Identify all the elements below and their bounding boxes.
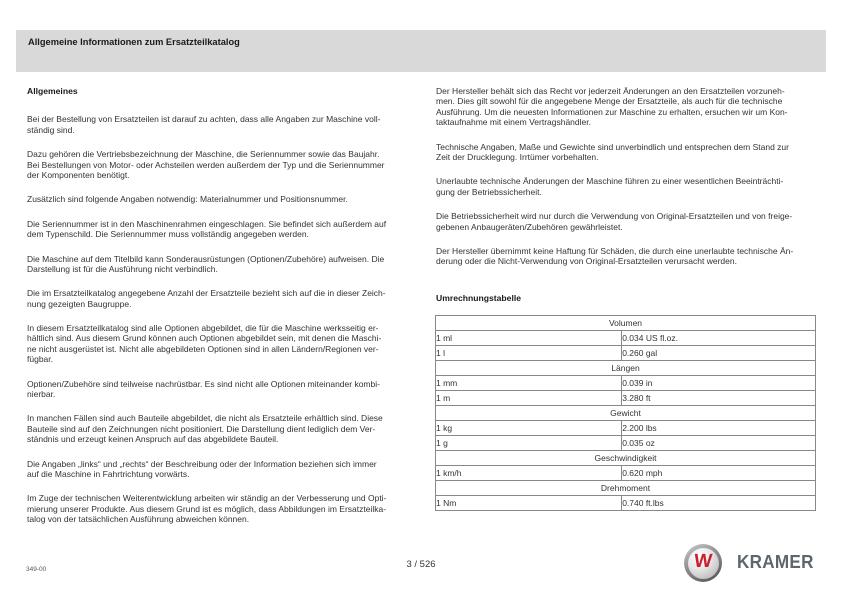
text-line: taktaufnahme mit einem Vertragshändler. (436, 117, 591, 128)
table-row (436, 421, 816, 436)
paragraph (27, 149, 417, 180)
text-line: ständnis und erzeugt keinen Anspruch auf das abgebildete Bauteil. (27, 434, 279, 445)
table-row (436, 346, 816, 361)
text-line: dem Typenschild. Die Seriennummer muss vollständig angegeben werden. (27, 229, 309, 240)
document-code: 349-00 (26, 566, 47, 573)
table-section-header: Volumen (436, 316, 816, 331)
paragraph (27, 493, 417, 524)
metric-value-cell: 1 l (436, 346, 622, 361)
imperial-value-cell: 3.280 ft (622, 391, 816, 406)
text-line: auf die Maschine in Fahrtrichtung vorwärts. (27, 469, 190, 479)
table-section-row (436, 481, 816, 496)
text-line: Unerlaubte technische Änderungen der Maschine führen zu einer wesentlichen Beeinträchti- (436, 176, 784, 187)
table-row (436, 466, 816, 481)
metric-value-cell: 1 ml (436, 331, 622, 346)
imperial-value-cell: 2.200 lbs (622, 421, 816, 436)
table-section-row (436, 406, 816, 421)
table-row (436, 496, 816, 511)
text-line: Zeit der Drucklegung. Irrtümer vorbehalten. (436, 151, 599, 162)
text-line: ständig sind. (27, 124, 75, 135)
imperial-value-cell: 0.034 US fl.oz. (622, 331, 816, 346)
section-heading-allgemeines: Allgemeines (27, 86, 78, 96)
conversion-table (435, 315, 816, 511)
text-line: fügbar. (27, 354, 53, 365)
text-line: In manchen Fällen sind auch Bauteile abgebildet, die nicht als Ersatzteile erhältlich sind. Diese (27, 413, 383, 424)
text-line: mierung unserer Produkte. Aus diesem Grund ist es möglich, dass Abbildungen im Ersatzteilka- (27, 503, 387, 514)
left-paragraphs (27, 114, 417, 524)
text-line: Die Angaben „links“ und „rechts“ der Beschreibung oder der Information beziehen sich immer (27, 458, 377, 469)
text-line: Die Maschine auf dem Titelbild kann Sonderausrüstungen (Optionen/Zubehöre) aufweisen. Die (27, 253, 385, 264)
kramer-brand-text: KRAMER (737, 552, 814, 572)
table-section-header: Gewicht (436, 406, 816, 421)
text-line: Im Zuge der technischen Weiterentwicklung arbeiten wir ständig an der Verbesserung und Opti- (27, 493, 387, 504)
imperial-value-cell: 0.740 ft.lbs (622, 496, 816, 511)
text-line: ne nicht ausgerüstet ist. Nicht alle abgebildeten Optionen sind in allen Ländern/Regionen ver- (27, 343, 379, 354)
metric-value-cell: 1 mm (436, 376, 622, 391)
table-section-row (436, 361, 816, 376)
page-number: 3 / 526 (406, 559, 436, 570)
metric-value-cell: 1 km/h (436, 466, 622, 481)
table-row (436, 331, 816, 346)
text-line: In diesem Ersatzteilkatalog sind alle Optionen abgebildet, die für die Maschine werksseitig er- (27, 323, 379, 334)
paragraph (27, 323, 417, 365)
imperial-value-cell: 0.035 oz (622, 436, 816, 451)
table-section-row (436, 451, 816, 466)
text-line: talog von der tatsächlichen Ausführung abweichen können. (27, 514, 250, 525)
text-line: Der Hersteller behält sich das Recht vor jederzeit Änderungen an den Ersatzteilen vorzuneh- (436, 86, 785, 96)
metric-value-cell: 1 g (436, 436, 622, 451)
left-column (27, 86, 417, 539)
metric-value-cell: 1 kg (436, 421, 622, 436)
paragraph (27, 413, 417, 444)
right-paragraphs (436, 86, 820, 267)
brand-logo (684, 544, 824, 584)
paragraph (27, 114, 417, 135)
imperial-value-cell: 0.620 mph (622, 466, 816, 481)
paragraph (436, 176, 820, 197)
text-line: gung der Betriebssicherheit. (436, 186, 542, 197)
text-line: Technische Angaben, Maße und Gewichte sind unverbindlich und entsprechen dem Stand zur (436, 141, 789, 152)
text-line: Optionen/Zubehöre sind teilweise nachrüstbar. Es sind nicht alle Optionen miteinander kombi- (27, 378, 380, 389)
wacker-neuson-w-icon (684, 544, 722, 582)
imperial-value-cell: 0.260 gal (622, 346, 816, 361)
table-row (436, 391, 816, 406)
paragraph (27, 254, 417, 275)
page-header-bar (16, 30, 826, 72)
text-line: der Komponenten benötigt. (27, 169, 130, 180)
text-line: Die im Ersatzteilkatalog angegebene Anzahl der Ersatzteile bezieht sich auf die in dieser Zeich- (27, 288, 386, 299)
text-line: Die Seriennummer ist in den Maschinenrahmen eingeschlagen. Sie befindet sich außerdem auf (27, 218, 387, 229)
page-title: Allgemeine Informationen zum Ersatzteilkatalog (28, 37, 240, 47)
paragraph (27, 379, 417, 400)
metric-value-cell: 1 m (436, 391, 622, 406)
table-section-header: Drehmoment (436, 481, 816, 496)
conversion-table-heading: Umrechnungstabelle (436, 292, 522, 303)
table-section-row (436, 316, 816, 331)
right-column (436, 86, 820, 511)
text-line: Die Betriebssicherheit wird nur durch die Verwendung von Original-Ersatzteilen und von freige- (436, 211, 793, 222)
paragraph (436, 142, 820, 163)
paragraph (436, 211, 820, 232)
text-line: Bei Bestellungen von Motor- oder Achsteilen werden außerdem der Typ und die Seriennummer (27, 159, 385, 170)
paragraph (27, 459, 417, 480)
text-line: nierbar. (27, 389, 56, 400)
text-line: hältlich sind. Aus diesem Grund können auch Optionen abgebildet sein, mit denen die Maschi- (27, 333, 382, 344)
table-row (436, 376, 816, 391)
paragraph (27, 194, 417, 204)
text-line: Bauteile sind auf den Zeichnungen nicht positioniert. Die Darstellung dient lediglich dem Ver- (27, 423, 376, 434)
text-line: men. Dies gilt sowohl für die angegebene Menge der Ersatzteile, als auch für die technische (436, 96, 783, 107)
paragraph (436, 86, 820, 128)
text-line: Bei der Bestellung von Ersatzteilen ist darauf zu achten, dass alle Angaben zur Maschine voll- (27, 114, 381, 125)
text-line: Dazu gehören die Vertriebsbezeichnung der Maschine, die Seriennummer sowie das Baujahr. (27, 149, 380, 160)
imperial-value-cell: 0.039 in (622, 376, 816, 391)
text-line: Ausführung. Um die neuesten Informationen zur Maschine zu erhalten, ersuchen wir um Kon- (436, 106, 788, 117)
text-line: Darstellung ist für die Ausführung nicht verbindlich. (27, 263, 218, 274)
table-row (436, 436, 816, 451)
text-line: nung gezeigten Baugruppe. (27, 298, 132, 309)
paragraph (27, 288, 417, 309)
text-line: gebenen Anbaugeräten/Zubehören gewährleistet. (436, 221, 623, 232)
text-line: Der Hersteller übernimmt keine Haftung für Schäden, die durch eine unerlaubte technische Än- (436, 245, 794, 256)
metric-value-cell: 1 Nm (436, 496, 622, 511)
logo-circle-face (688, 548, 719, 579)
logo-w-letter: W (693, 551, 713, 572)
paragraph (27, 219, 417, 240)
text-line: Zusätzlich sind folgende Angaben notwendig: Materialnummer und Positionsnummer. (27, 194, 348, 205)
paragraph (436, 246, 820, 267)
table-section-header: Geschwindigkeit (436, 451, 816, 466)
table-section-header: Längen (436, 361, 816, 376)
text-line: derung oder die Nicht-Verwendung von Original-Ersatzteilen verursacht werden. (436, 256, 737, 267)
